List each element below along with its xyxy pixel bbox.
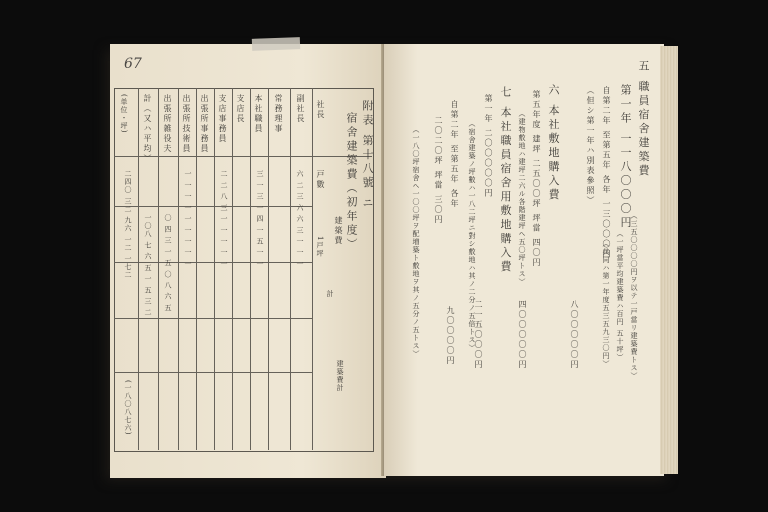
table-rule [268, 88, 269, 450]
row-label: 出張所事務員 [200, 94, 209, 154]
value-column: (一八〇八七六) [124, 380, 132, 436]
table-rule [114, 156, 372, 157]
table-rule [312, 88, 313, 450]
value-column: 〇 四 三 一 五 〇 八 六 五 [164, 214, 172, 312]
page-edges [660, 46, 678, 474]
header-sub: 建築費計 [336, 360, 344, 392]
text-column: 六 本社敷地購入費 [547, 84, 560, 203]
value-column: 三 一 三 一 四 一 五 一 一 [256, 170, 264, 268]
table-rule [196, 88, 197, 450]
amount: 四〇〇〇〇〇円 [518, 300, 527, 370]
text-column: （共同ハ第一年度五三五九三〇円） [602, 240, 610, 368]
row-label: 出張所技術員 [182, 94, 191, 154]
text-column: 第五年度 建坪 二五〇〇坪 坪當 四〇円 [532, 90, 541, 269]
row-label: 出張所雑役夫 [163, 94, 172, 154]
text-column: 二〇二〇坪 坪當 三〇円 [434, 116, 443, 226]
row-label: 本社職員 [254, 94, 263, 134]
table-rule [290, 88, 291, 450]
text-column: 七 本社職員宿舍用敷地購入費 [499, 86, 512, 275]
table-label: 附表 第十八號 ニ [361, 100, 374, 211]
header-sub: 計 [326, 290, 334, 298]
header-counts: 戸數 [316, 170, 325, 190]
data-table [114, 88, 374, 452]
text-column: （三五〇〇〇〇円ヲ以テ一戸當リ建築費トス） [630, 212, 638, 380]
table-rule [114, 318, 312, 319]
text-column: 第一年 一一八〇〇〇円 [619, 84, 632, 231]
amount: 二一五〇〇〇円 [474, 300, 483, 370]
text-column: （一八〇坪宿舍ヘ一〇〇坪ヲ配増築ト敷地ヲ其ノ五分ノ五トス） [412, 126, 420, 358]
text-column: （宿舍建築ノ坪數ハ一八二坪ニ對シ敷地ハ其ノ二分ノ五倍トス） [468, 120, 476, 352]
amount: 八〇〇〇〇〇円 [570, 300, 579, 370]
page-number: 67 [124, 56, 142, 72]
amount: 九〇〇〇〇円 [446, 306, 455, 366]
header-cost: 建築費 [334, 216, 343, 246]
table-rule [114, 372, 312, 373]
text-column: （一坪當平均建築費ハ百円 五十坪） [616, 230, 624, 362]
row-label: 支店長 [236, 94, 245, 124]
corner-note: (单位・坪) [120, 94, 128, 134]
table-rule [138, 88, 139, 450]
tape-strip [252, 37, 300, 51]
value-column: 二 二 八 三 一 一 一 一 一 [220, 170, 228, 268]
table-rule [158, 88, 159, 450]
row-label: 支店事務員 [218, 94, 227, 144]
table-rule [214, 88, 215, 450]
text-column: （建物敷地ハ建坪二六ル各階建坪ヘ五〇坪トス） [518, 110, 526, 286]
header-sub: 1戸坪 [316, 236, 324, 258]
value-column: 二四〇 三二 九六 一二 一七二 [124, 170, 132, 279]
table-rule [232, 88, 233, 450]
row-label: 社長 [316, 100, 325, 120]
text-column: （但シ第一年ハ別表參照） [586, 86, 595, 206]
table-rule [114, 206, 312, 207]
value-column: 一 一 一 一 一 一 一 一 一 [184, 170, 192, 268]
table-rule [178, 88, 179, 450]
text-column: 自第二年 至第五年 各年 一三〇〇〇円 [602, 86, 611, 260]
row-label: 常務理事 [274, 94, 283, 134]
text-column: 五 職員宿舍建築費 [637, 60, 650, 179]
row-label: 副社長 [296, 94, 305, 124]
table-title: 宿舍建築費（初年度） [345, 112, 358, 252]
text-column: 第一年 二〇〇〇〇〇円 [484, 94, 493, 199]
table-rule [250, 88, 251, 450]
text-column: 自第二年 至第五年 各年 [450, 100, 459, 210]
row-label: 計（又ハ平均） [143, 94, 152, 164]
value-column: 一〇八 七 六 五 一 五 三 二 [144, 214, 152, 317]
value-column: 六 二 三 六 六 三 一 一 一 [296, 170, 304, 268]
